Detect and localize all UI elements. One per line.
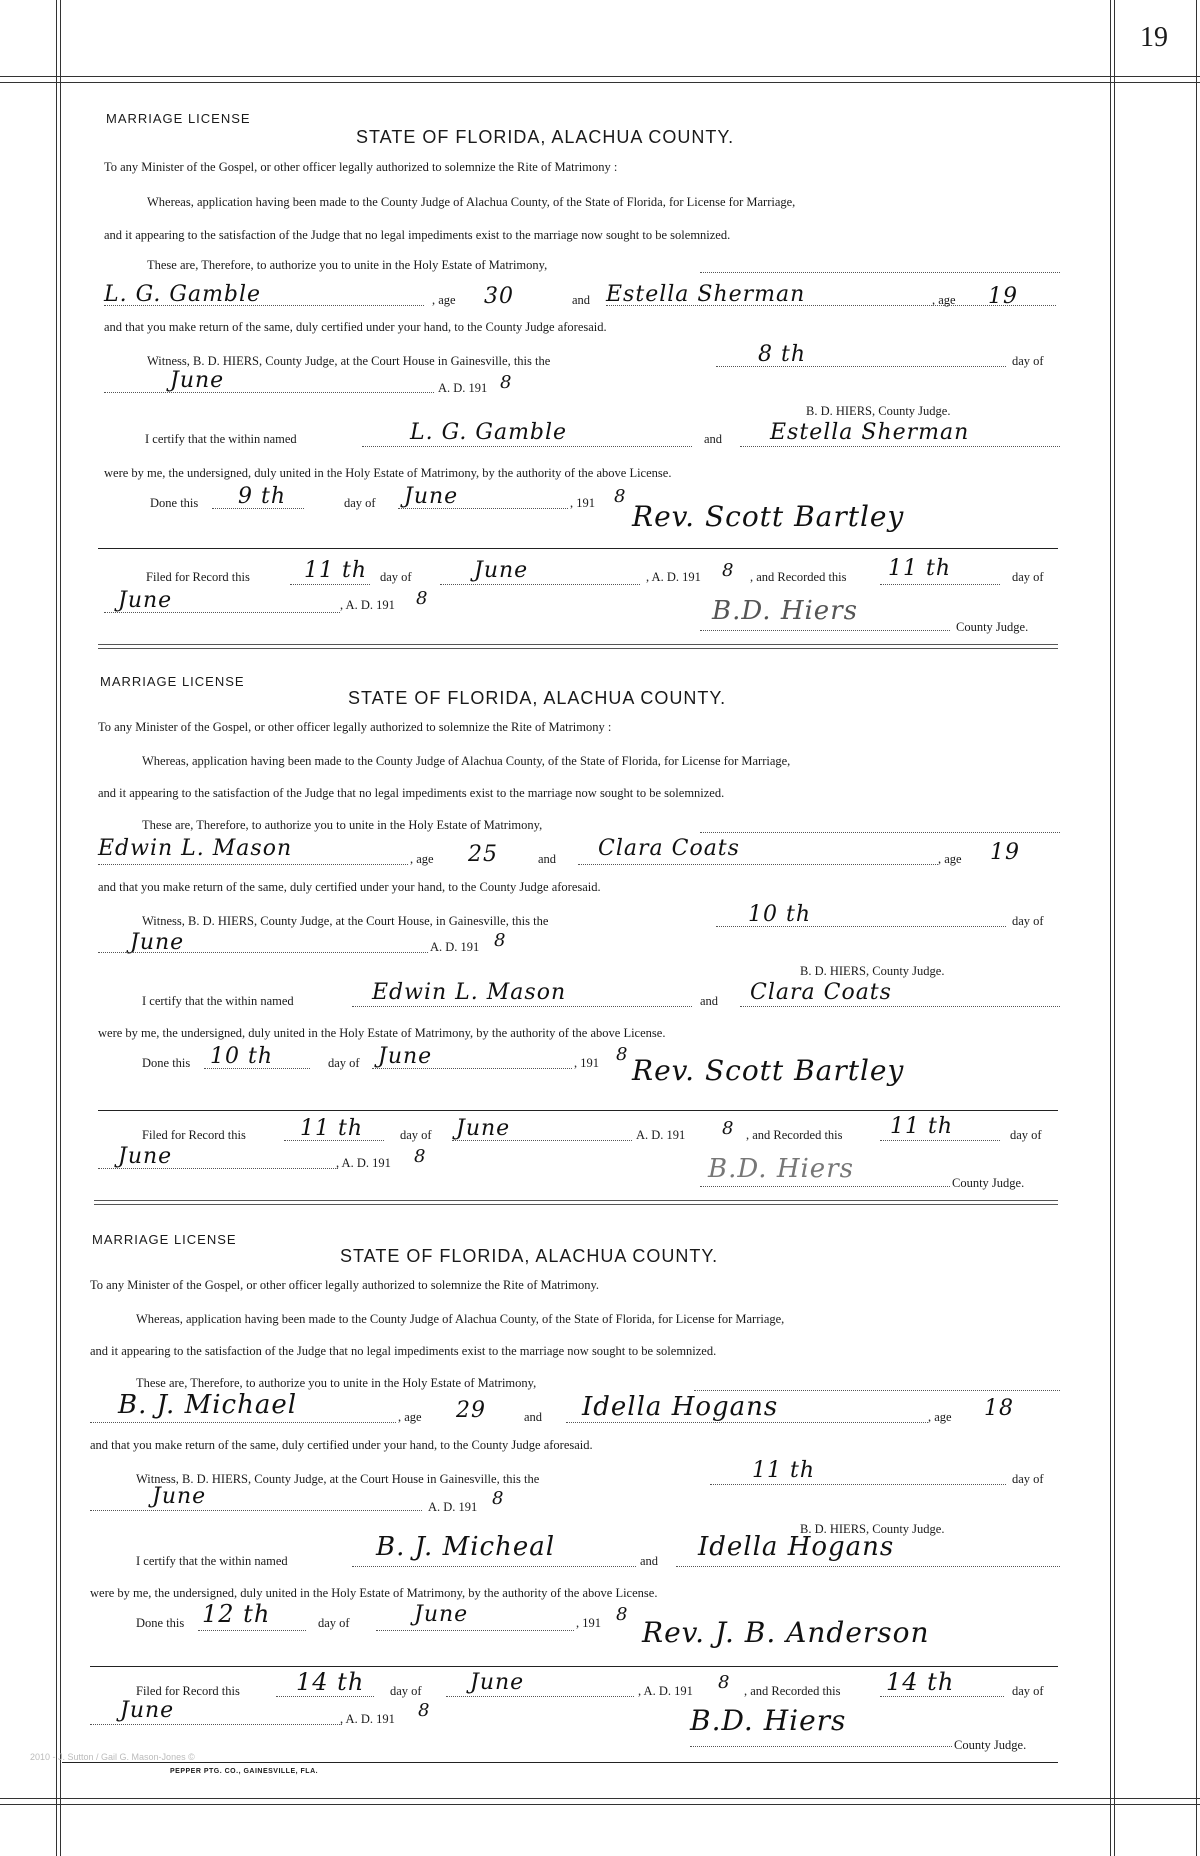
authorize: These are, Therefore, to authorize you to unite in the Holy Estate of Matrimony, [147, 258, 548, 272]
age-word: , age [410, 852, 434, 866]
right-margin-line [1110, 0, 1111, 1856]
recorded-year: 8 [418, 1700, 431, 1721]
witness-month: June [152, 1484, 207, 1509]
day-of: day of [380, 570, 412, 584]
dotted-line [398, 508, 568, 509]
filed-ad: A. D. 191 [636, 1128, 686, 1142]
dotted-line [290, 584, 370, 585]
judge-title: B. D. HIERS, County Judge. [800, 964, 945, 978]
dotted-line [694, 1390, 1060, 1391]
witness-text: Witness, B. D. HIERS, County Judge, at the Court House in Gainesville, this the [147, 354, 551, 368]
recorded-text: , and Recorded this [744, 1684, 841, 1698]
judge-signature: B.D. Hiers [712, 596, 858, 626]
dotted-line [90, 1724, 342, 1725]
filed-ad: , A. D. 191 [646, 570, 701, 584]
day-of: day of [390, 1684, 422, 1698]
dotted-line [212, 508, 304, 509]
done-ad: , 191 [574, 1056, 599, 1070]
whereas-2: and it appearing to the satisfaction of the Judge that no legal impediments exist to the marriage now sought to be solemnized. [104, 228, 731, 242]
done-text: Done this [150, 496, 199, 510]
cert-groom: B. J. Micheal [376, 1532, 556, 1562]
bride-name: Idella Hogans [582, 1392, 779, 1422]
dotted-line [198, 1630, 306, 1631]
done-ad: , 191 [576, 1616, 601, 1630]
dotted-line [710, 1484, 1006, 1485]
done-month: June [414, 1602, 469, 1627]
dotted-line [98, 1168, 338, 1169]
united-text: were by me, the undersigned, duly united in the Holy Estate of Matrimony, by the authority of the above License. [90, 1586, 658, 1600]
license-title: STATE OF FLORIDA, ALACHUA COUNTY. [348, 688, 727, 708]
license-label: MARRIAGE LICENSE [106, 111, 251, 126]
judge-signature: B.D. Hiers [708, 1154, 854, 1184]
whereas-1: Whereas, application having been made to the County Judge of Alachua County, of the State of Florida, for License for Marriage, [136, 1312, 785, 1326]
done-day: 9 th [238, 484, 286, 509]
done-text: Done this [136, 1616, 185, 1630]
age-word: , age [938, 852, 962, 866]
filed-day: 14 th [296, 1668, 365, 1696]
judge-title: B. D. HIERS, County Judge. [800, 1522, 945, 1536]
recorded-month: June [118, 1144, 173, 1169]
whereas-2: and it appearing to the satisfaction of the Judge that no legal impediments exist to the marriage now sought to be solemnized. [90, 1344, 717, 1358]
dotted-line [700, 1186, 950, 1187]
day-of: day of [1012, 570, 1044, 584]
license-label: MARRIAGE LICENSE [92, 1232, 237, 1247]
age-word: , age [928, 1410, 952, 1424]
witness-text: Witness, B. D. HIERS, County Judge, at the Court House in Gainesville, this the [136, 1472, 540, 1486]
filed-month: June [470, 1670, 525, 1695]
top-rule-2 [0, 82, 1200, 83]
county-judge: County Judge. [954, 1738, 1027, 1752]
dotted-line [690, 1746, 952, 1747]
and-word: and [538, 852, 557, 866]
license-divider [98, 644, 1058, 649]
recorded-day: 11 th [890, 1114, 953, 1139]
dotted-line [880, 584, 1000, 585]
bride-age: 19 [990, 840, 1020, 865]
dotted-line [446, 1696, 634, 1697]
return-text: and that you make return of the same, duly certified under your hand, to the County Judge aforesaid. [98, 880, 601, 894]
right-edge-line [1196, 0, 1197, 1856]
license-bottom-line [62, 1762, 1058, 1763]
and-word: and [572, 293, 591, 307]
license-divider [94, 1200, 1058, 1205]
done-day: 10 th [210, 1044, 273, 1069]
groom-name: Edwin L. Mason [98, 836, 293, 861]
day-of: day of [1012, 914, 1044, 928]
whereas-1: Whereas, application having been made to the County Judge of Alachua County, of the State of Florida, for License for Marriage, [147, 195, 796, 209]
groom-name: B. J. Michael [118, 1390, 298, 1420]
filed-month: June [474, 558, 529, 583]
filed-text: Filed for Record this [146, 570, 250, 584]
done-year: 8 [616, 1044, 629, 1065]
dotted-line [352, 1006, 692, 1007]
done-text: Done this [142, 1056, 191, 1070]
dotted-line [104, 305, 424, 306]
groom-age: 25 [468, 842, 498, 867]
authorize: These are, Therefore, to authorize you to unite in the Holy Estate of Matrimony, [136, 1376, 537, 1390]
cert-bride: Idella Hogans [698, 1532, 895, 1562]
authorize: These are, Therefore, to authorize you to unite in the Holy Estate of Matrimony, [142, 818, 543, 832]
dotted-line [362, 446, 692, 447]
day-of: day of [1010, 1128, 1042, 1142]
age-word: , age [432, 293, 456, 307]
recorded-month: June [118, 588, 173, 613]
county-judge: County Judge. [956, 620, 1029, 634]
recorded-ad: , A. D. 191 [340, 1712, 395, 1726]
dotted-line [104, 612, 340, 613]
done-month: June [404, 484, 459, 509]
and-word: and [524, 1410, 543, 1424]
bride-age: 18 [984, 1396, 1014, 1421]
addressee: To any Minister of the Gospel, or other officer legally authorized to solemnize the Rite of Matrimony : [104, 160, 618, 174]
witness-day: 11 th [752, 1458, 815, 1483]
whereas-2: and it appearing to the satisfaction of the Judge that no legal impediments exist to the marriage now sought to be solemnized. [98, 786, 725, 800]
dotted-line [98, 864, 408, 865]
witness-day: 10 th [748, 902, 811, 927]
filed-year: 8 [722, 1118, 735, 1139]
dotted-line [204, 1068, 310, 1069]
witness-month: June [130, 930, 185, 955]
witness-year: 8 [492, 1488, 505, 1509]
dotted-line [104, 392, 434, 393]
day-of: day of [1012, 354, 1044, 368]
done-month: June [378, 1044, 433, 1069]
left-margin-line-2 [60, 0, 61, 1856]
done-year: 8 [616, 1604, 629, 1625]
dotted-line [98, 952, 428, 953]
recorded-day: 11 th [888, 556, 951, 581]
officiant-signature: Rev. Scott Bartley [632, 1054, 905, 1087]
cert-bride: Clara Coats [750, 980, 892, 1005]
license-label: MARRIAGE LICENSE [100, 674, 245, 689]
age-word: , age [932, 293, 956, 307]
recorded-month: June [120, 1698, 175, 1723]
dotted-line [284, 1140, 384, 1141]
dotted-line [90, 1422, 396, 1423]
top-rule [0, 76, 1200, 77]
recorded-text: , and Recorded this [750, 570, 847, 584]
addressee: To any Minister of the Gospel, or other officer legally authorized to solemnize the Rite of Matrimony. [90, 1278, 600, 1292]
dotted-line [276, 1696, 374, 1697]
filed-month: June [456, 1116, 511, 1141]
bottom-rule [0, 1798, 1200, 1799]
dotted-line [740, 446, 1060, 447]
return-text: and that you make return of the same, duly certified under your hand, to the County Judge aforesaid. [90, 1438, 593, 1452]
and-word: and [700, 994, 719, 1008]
left-margin-line [56, 0, 57, 1856]
dotted-line [440, 584, 640, 585]
groom-name: L. G. Gamble [104, 282, 262, 307]
cert-groom: L. G. Gamble [410, 420, 568, 445]
bottom-rule-2 [0, 1804, 1200, 1805]
witness-day: 8 th [758, 342, 806, 367]
day-of: day of [328, 1056, 360, 1070]
united-text: were by me, the undersigned, duly united in the Holy Estate of Matrimony, by the authority of the above License. [98, 1026, 666, 1040]
dotted-line [376, 1630, 574, 1631]
filed-year: 8 [722, 560, 735, 581]
dotted-line [740, 1006, 1060, 1007]
day-of: day of [400, 1128, 432, 1142]
separator-line [98, 548, 1058, 549]
filed-text: Filed for Record this [142, 1128, 246, 1142]
separator-line [90, 1666, 1058, 1667]
dotted-line [566, 1422, 928, 1423]
dotted-line [716, 926, 1006, 927]
united-text: were by me, the undersigned, duly united in the Holy Estate of Matrimony, by the authority of the above License. [104, 466, 672, 480]
filed-day: 11 th [304, 558, 367, 583]
done-day: 12 th [202, 1600, 271, 1628]
judge-signature: B.D. Hiers [690, 1704, 847, 1737]
dotted-line [676, 1566, 1060, 1567]
ad-text: A. D. 191 [438, 381, 488, 395]
and-word: and [704, 432, 723, 446]
recorded-year: 8 [414, 1146, 427, 1167]
whereas-1: Whereas, application having been made to the County Judge of Alachua County, of the State of Florida, for License for Marriage, [142, 754, 791, 768]
watermark: 2010 - J. Sutton / Gail G. Mason-Jones © [30, 1752, 195, 1762]
dotted-line [700, 272, 1060, 273]
dotted-line [880, 1696, 1004, 1697]
dotted-line [606, 305, 1056, 306]
witness-year: 8 [494, 930, 507, 951]
day-of: day of [318, 1616, 350, 1630]
dotted-line [700, 630, 950, 631]
cert-bride: Estella Sherman [770, 420, 970, 445]
officiant-signature: Rev. J. B. Anderson [642, 1616, 930, 1649]
witness-text: Witness, B. D. HIERS, County Judge, at the Court House, in Gainesville, this the [142, 914, 549, 928]
bride-name: Estella Sherman [606, 282, 806, 307]
bride-age: 19 [988, 284, 1018, 309]
filed-day: 11 th [300, 1116, 363, 1141]
done-year: 8 [614, 486, 627, 507]
license-title: STATE OF FLORIDA, ALACHUA COUNTY. [340, 1246, 719, 1266]
bride-name: Clara Coats [598, 836, 740, 861]
page-number: 19 [1140, 22, 1168, 53]
dotted-line [716, 366, 1006, 367]
witness-month: June [170, 368, 225, 393]
ad-text: A. D. 191 [430, 940, 480, 954]
day-of: day of [344, 496, 376, 510]
dotted-line [90, 1510, 422, 1511]
certify-text: I certify that the within named [136, 1554, 288, 1568]
recorded-day: 14 th [886, 1668, 955, 1696]
day-of: day of [1012, 1472, 1044, 1486]
groom-age: 29 [456, 1398, 486, 1423]
groom-age: 30 [484, 284, 514, 309]
ad-text: A. D. 191 [428, 1500, 478, 1514]
dotted-line [452, 1140, 632, 1141]
and-word: and [640, 1554, 659, 1568]
recorded-ad: , A. D. 191 [340, 598, 395, 612]
addressee: To any Minister of the Gospel, or other officer legally authorized to solemnize the Rite of Matrimony : [98, 720, 612, 734]
certify-text: I certify that the within named [142, 994, 294, 1008]
certify-text: I certify that the within named [145, 432, 297, 446]
dotted-line [372, 1068, 572, 1069]
recorded-ad: , A. D. 191 [336, 1156, 391, 1170]
county-judge: County Judge. [952, 1176, 1025, 1190]
separator-line [98, 1110, 1058, 1111]
printer-mark: PEPPER PTG. CO., GAINESVILLE, FLA. [170, 1768, 319, 1775]
dotted-line [880, 1140, 1000, 1141]
recorded-year: 8 [416, 588, 429, 609]
judge-title: B. D. HIERS, County Judge. [806, 404, 951, 418]
recorded-text: , and Recorded this [746, 1128, 843, 1142]
done-ad: , 191 [570, 496, 595, 510]
dotted-line [578, 864, 938, 865]
dotted-line [700, 832, 1060, 833]
witness-year: 8 [500, 372, 513, 393]
dotted-line [352, 1566, 636, 1567]
return-text: and that you make return of the same, duly certified under your hand, to the County Judge aforesaid. [104, 320, 607, 334]
filed-year: 8 [718, 1672, 731, 1693]
filed-text: Filed for Record this [136, 1684, 240, 1698]
right-margin-line-2 [1114, 0, 1115, 1856]
officiant-signature: Rev. Scott Bartley [632, 500, 905, 533]
age-word: , age [398, 1410, 422, 1424]
day-of: day of [1012, 1684, 1044, 1698]
filed-ad: , A. D. 191 [638, 1684, 693, 1698]
license-title: STATE OF FLORIDA, ALACHUA COUNTY. [356, 127, 735, 147]
cert-groom: Edwin L. Mason [372, 980, 567, 1005]
